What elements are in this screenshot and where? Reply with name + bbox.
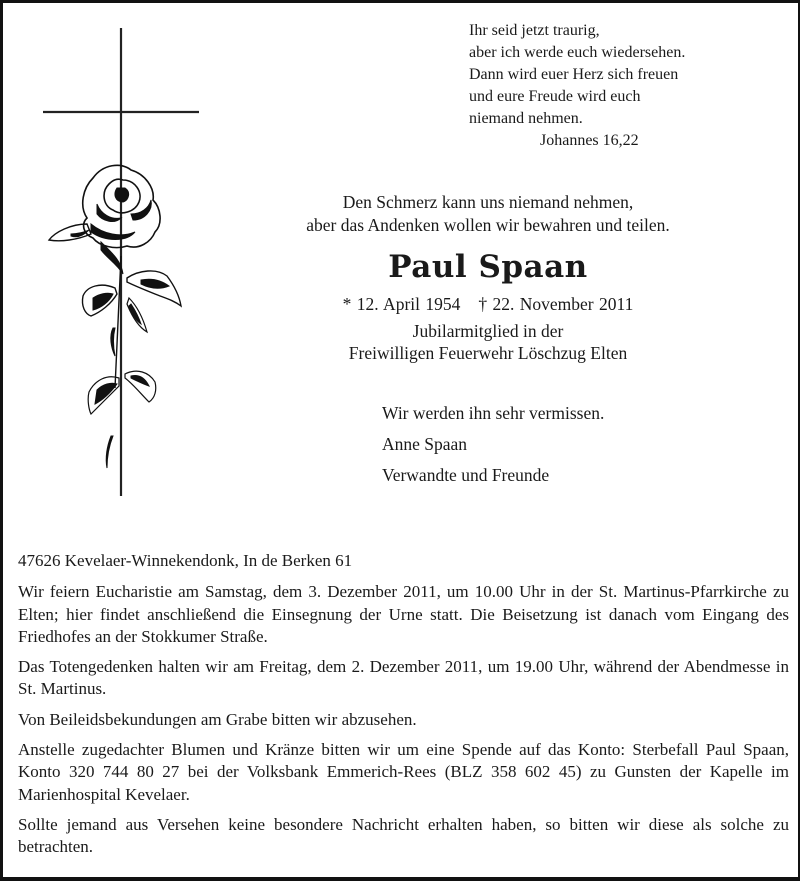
details-paragraph: Wir feiern Eucharistie am Samstag, dem 3. Dezember 2011, um 10.00 Uhr in der St. Martinus-Pfarrkirche zu Elten; hier findet anschließend die Einsegnung der Urne statt. Die Beisetzung ist danach vom Eingang des Friedhofes an der Stokkumer Straße. xyxy=(18,582,789,646)
mourner-name: Anne Spaan xyxy=(382,434,468,454)
verse-line: und eure Freude wird euch xyxy=(469,88,641,105)
life-dates xyxy=(248,293,728,315)
details-paragraph: Das Totengedenken halten wir am Freitag, dem 2. Dezember 2011, um 19.00 Uhr, während der Abendmesse in St. Martinus. xyxy=(18,657,789,699)
details-paragraph: Anstelle zugedachter Blumen und Kränze bitten wir um eine Spende auf das Konto: Sterbefall Paul Spaan, Konto 320 744 80 27 bei der Volksbank Emmerich-Rees (BLZ 358 602 45) zu Gunsten der Kapelle im Marienhospital Kevelaer. xyxy=(18,740,789,804)
details-paragraph: Sollte jemand aus Versehen keine besondere Nachricht erhalten haben, so bitten wir diese als solche zu betrachten. xyxy=(18,814,789,857)
birth-date: * 12. April 1954 xyxy=(342,294,461,314)
intro-text xyxy=(248,191,728,237)
details-paragraph: Von Beileidsbekundungen am Grabe bitten wir abzusehen. xyxy=(18,709,417,729)
rose-icon xyxy=(49,165,181,468)
verse-line: niemand nehmen. xyxy=(469,110,583,127)
verse-line: Ihr seid jetzt traurig, xyxy=(469,22,600,39)
deceased-name: Paul Spaan xyxy=(388,249,588,285)
verse-reference: Johannes 16,22 xyxy=(540,132,639,149)
verse-line: aber ich werde euch wiedersehen. xyxy=(469,44,686,61)
death-date: † 22. November 2011 xyxy=(478,294,634,314)
mourners-statement: Wir werden ihn sehr vermissen. xyxy=(382,403,605,423)
membership-line: Jubilarmitglied in der xyxy=(412,321,564,341)
verse-line: Dann wird euer Herz sich freuen xyxy=(469,66,679,83)
mourners xyxy=(382,398,604,491)
cross-rose-artwork xyxy=(31,28,211,498)
intro-line: Den Schmerz kann uns niemand nehmen, xyxy=(342,192,634,212)
funeral-details xyxy=(18,550,789,867)
membership-line: Freiwilligen Feuerwehr Löschzug Elten xyxy=(348,343,628,363)
bible-verse xyxy=(469,20,685,152)
membership xyxy=(248,320,728,364)
intro-line: aber das Andenken wollen wir bewahren und teilen. xyxy=(306,215,670,235)
address: 47626 Kevelaer-Winnekendonk, In de Berken 61 xyxy=(18,551,353,570)
mourner-name: Verwandte und Freunde xyxy=(382,465,550,485)
